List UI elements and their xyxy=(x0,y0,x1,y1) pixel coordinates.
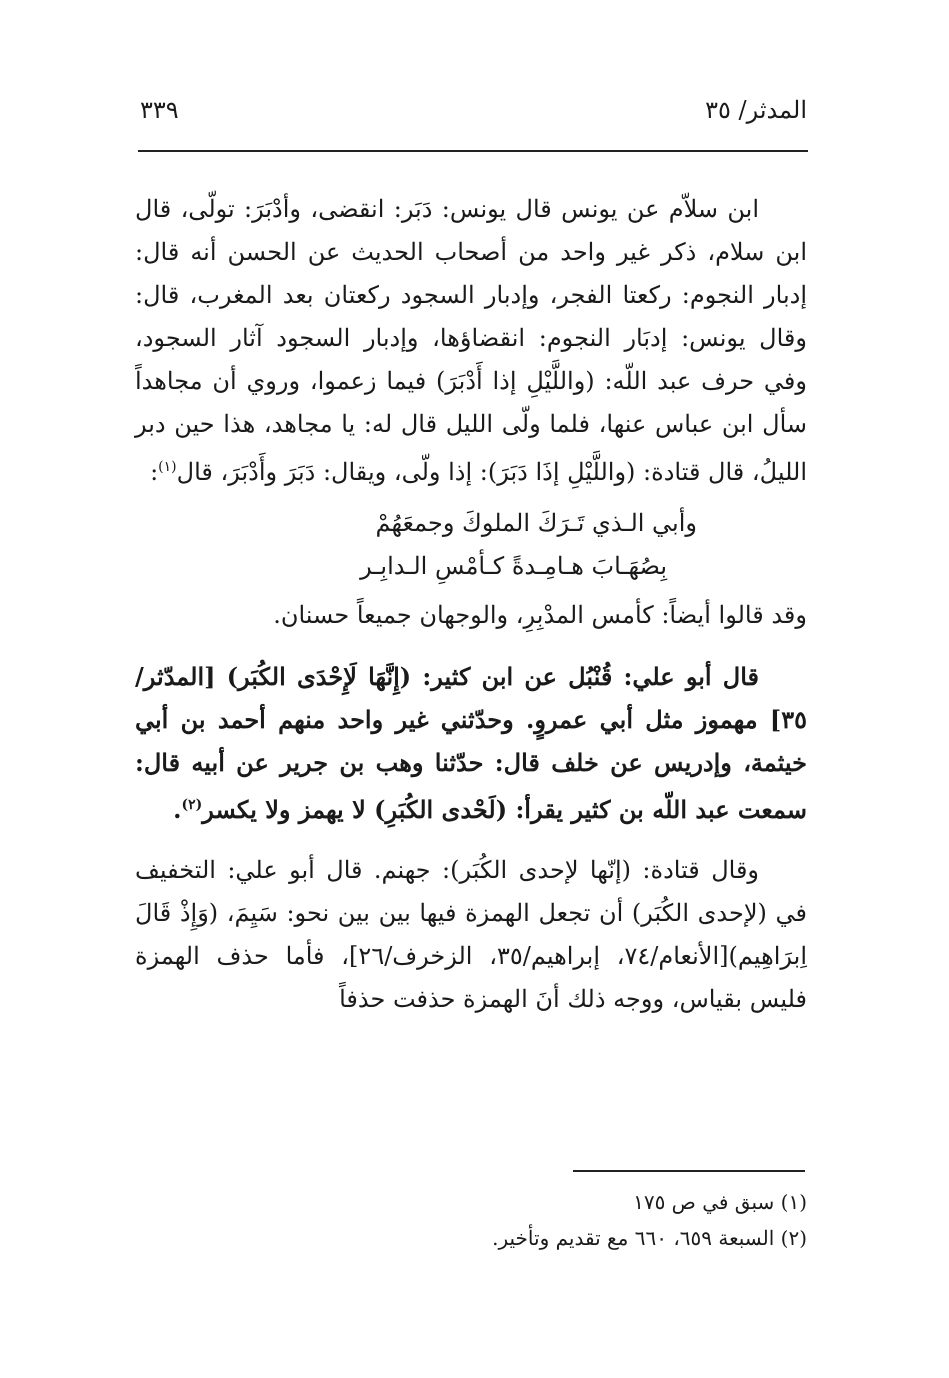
paragraph-3: وقال قتادة: (إنّها لإحدى الكُبَر): جهنم. قال أبو علي: التخفيف في (لإحدى الكُبَر) أن تجعل الهمزة فيها بين بين نحو: سَيِمَ، (وَإِذْ قَالَ اِبرَاهِيم)[الأنعام/٧٤، إبراهيم/٣٥، الزخرف/٢٦]، فأما حذف الهمزة فليس بقياس، ووجه ذلك أنَ الهمزة حذفت حذفاً xyxy=(135,856,808,1013)
verse-line-1: وأبي الـذي تَـرَكَ الملوكَ وجمعَهُمْ xyxy=(375,509,697,537)
paragraph-2-end: . xyxy=(173,795,182,824)
main-text xyxy=(135,188,807,1021)
page-number: ٣٣٩ xyxy=(140,96,179,124)
paragraph-1-text: ابن سلاّم عن يونس قال يونس: دَبَر: انقضى، وأدْبَرَ: تولّى، قال ابن سلام، ذكر غير واحد من أصحاب الحديث عن الحسن أنه قال: إدبار النجوم: ركعتا الفجر، وإدبار السجود ركعتان بعد المغرب، قال: وقال يونس: إدبَار النجوم: انقضاؤها، وإدبار السجود آثار السجود، وفي حرف عبد اللّه: (واللَّيْلِ إذا أَدْبَرَ) فيما زعموا، وروي أن مجاهداً سأل ابن عباس عنها، فلما ولّى الليل قال له: يا مجاهد، هذا حين دبر الليلُ، قال قتادة: (واللَّيْلِ إذَا دَبَرَ): إذا ولّى، ويقال: دَبَرَ وأَدْبَرَ، قال xyxy=(135,195,807,486)
paragraph-gap xyxy=(135,637,807,655)
verse-line-2: بِصُهَـابَ هـامِـدةً كـأمْسِ الـدابِـر xyxy=(360,552,667,580)
paragraph-after-verse: وقد قالوا أيضاً: كأمس المدْبِرِ، والوجهان جميعاً حسنان. xyxy=(273,601,807,629)
footnote-ref-2: (٢) xyxy=(181,797,203,813)
paragraph-2 xyxy=(135,655,807,831)
header-rule xyxy=(138,150,808,152)
footnote-1: (١) سبق في ص ١٧٥ xyxy=(633,1190,807,1214)
running-title: المدثر/ ٣٥ xyxy=(705,96,807,124)
footnote-2: (٢) السبعة ٦٥٩، ٦٦٠ مع تقديم وتأخير. xyxy=(492,1226,807,1250)
footnote-rule xyxy=(573,1170,805,1172)
paragraph-gap xyxy=(135,831,807,849)
paragraph-2-text: قال أبو علي: قُنْبُل عن ابن كثير: (إِنَّهَا لَإِحْدَى الكُبَر) [المدّثر/٣٥] مهموز مثل أبي عمروٍ. وحدّثني غير واحد منهم أحمد بن أبي خيثمة، وإدريس عن خلف قال: حدّثنا وهب بن جرير عن أبيه قال: سمعت عبد اللّه بن كثير يقرأ: (لَحْدى الكُبَرِ) لا يهمز ولا يكسر xyxy=(135,662,808,824)
paragraph-1 xyxy=(135,188,807,494)
footnote-ref-1: (١) xyxy=(158,459,177,475)
paragraph-1-end: : xyxy=(150,458,159,486)
page-header xyxy=(140,96,807,140)
poetry-verse xyxy=(135,502,807,588)
footnotes xyxy=(300,1184,807,1256)
